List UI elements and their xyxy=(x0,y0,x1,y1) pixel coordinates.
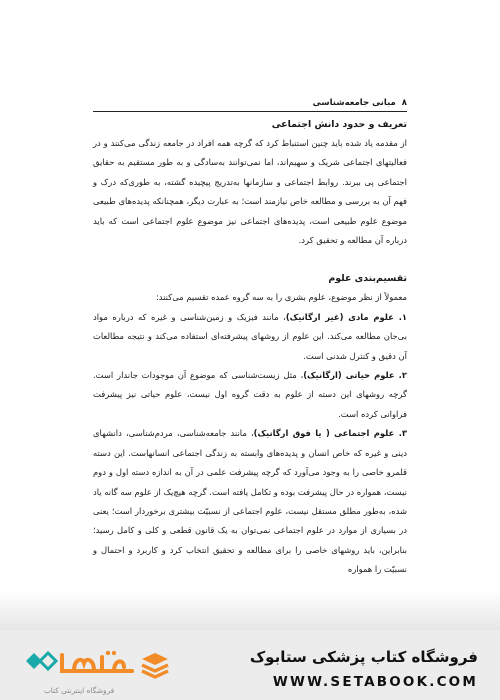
list-item xyxy=(93,424,407,579)
book-stack-icon xyxy=(140,650,170,680)
store-name: فروشگاه کتاب پزشکی ستابوک xyxy=(249,648,478,666)
list-item xyxy=(93,366,407,424)
section-heading-definition: تعریف و حدود دانش اجتماعی xyxy=(271,119,407,130)
logo-tagline: فروشگاه اینترنتی کتاب xyxy=(43,686,115,695)
section-gap xyxy=(93,250,407,269)
item-text: ، مانند فیزیک و زمین‌شناسی و غیره که درباره مواد بی‌جان مطالعه می‌کند. این علوم از روشهای پیشرفته‌ای استفاده می‌کند و نتیجه مطالعات آن دقیق و کنترل شدنی است. xyxy=(93,311,407,361)
running-title: مبانی جامعه‌شناسی xyxy=(312,98,396,108)
item-text: ، مانند جامعه‌شناسی، مردم‌شناسی، دانشهای دینی و غیره که خاص انسان و پدیده‌های وابسته به زندگی اجتماعی انسانهاست. این دسته قلمرو خاصی را به وجود می‌آورد که گرچه پیشرفت علمی در آن به اندازه دسته اول و دوم نیست، همواره در حال پیشرفت بوده و تکامل یافته است. گرچه هیچ‌یک از علوم سه گانه یاد شده، به‌طور مطلق مستقل نیست، علوم اجتماعی از نسبیّت بیشتری برخوردار است؛ یعنی در بسیاری از موارد در علوم اجتماعی نمی‌توان به یک قانون قطعی و کلی و کامل رسید؛ بنابراین، باید روشهای خاصی را برای مطالعه و تحقیق انتخاب کرد و کاربرد و احتمال و نسبیّت را همواره xyxy=(93,428,407,575)
store-url-link[interactable]: WWW.SETABOOK.COM xyxy=(272,674,478,690)
classification-intro: معمولاً از نظر موضوع، علوم بشری را به سه گروه عمده تقسیم می‌کنند: xyxy=(155,292,407,303)
item-text: ، مثل زیست‌شناسی که موضوع آن موجودات جاندار است. گرچه روشهای این دسته از علوم به دقت گروه اول نیست، علوم حیاتی نیز پیشرفت فراوانی کرده است. xyxy=(93,370,407,419)
section-heading-classification: تقسیم‌بندی علوم xyxy=(328,273,407,285)
item-label: ۱. علوم مادی (غیر ارگانیک) xyxy=(285,311,407,322)
definition-paragraph: از مقدمه یاد شده باید چنین استنباط کرد که گرچه همه افراد در جامعه زندگی می‌کنند و در فعالیتهای اجتماعی شریک و سهیم‌اند، اما نمی‌توانند به‌سادگی و به طور مستقیم به حقایق اجتماعی پی ببرند. روابط اجتماعی و سازمانها به‌تدریج پیچیده گشته، به طوری‌که درک و فهم آن به بررسی و مطالعه خاص نیازمند است؛ به عبارت دیگر، همچنانکه پدیده‌های طبیعی موضوع علوم طبیعی است، پدیده‌های اجتماعی نیز موضوع علوم اجتماعی است که باید درباره آن مطالعه و تحقیق کرد. xyxy=(93,138,407,246)
page-shadow xyxy=(0,590,500,630)
item-label: ۲. علوم حیاتی (ارگانیک) xyxy=(303,370,407,381)
header-rule xyxy=(93,111,407,112)
page-header xyxy=(93,96,407,110)
setabook-logo-icon xyxy=(22,645,137,689)
page-body xyxy=(93,115,407,580)
item-label: ۳. علوم اجتماعی ( یا فوق ارگانیک) xyxy=(253,428,407,439)
page-number: ۸ xyxy=(401,98,407,108)
list-item xyxy=(93,308,407,366)
